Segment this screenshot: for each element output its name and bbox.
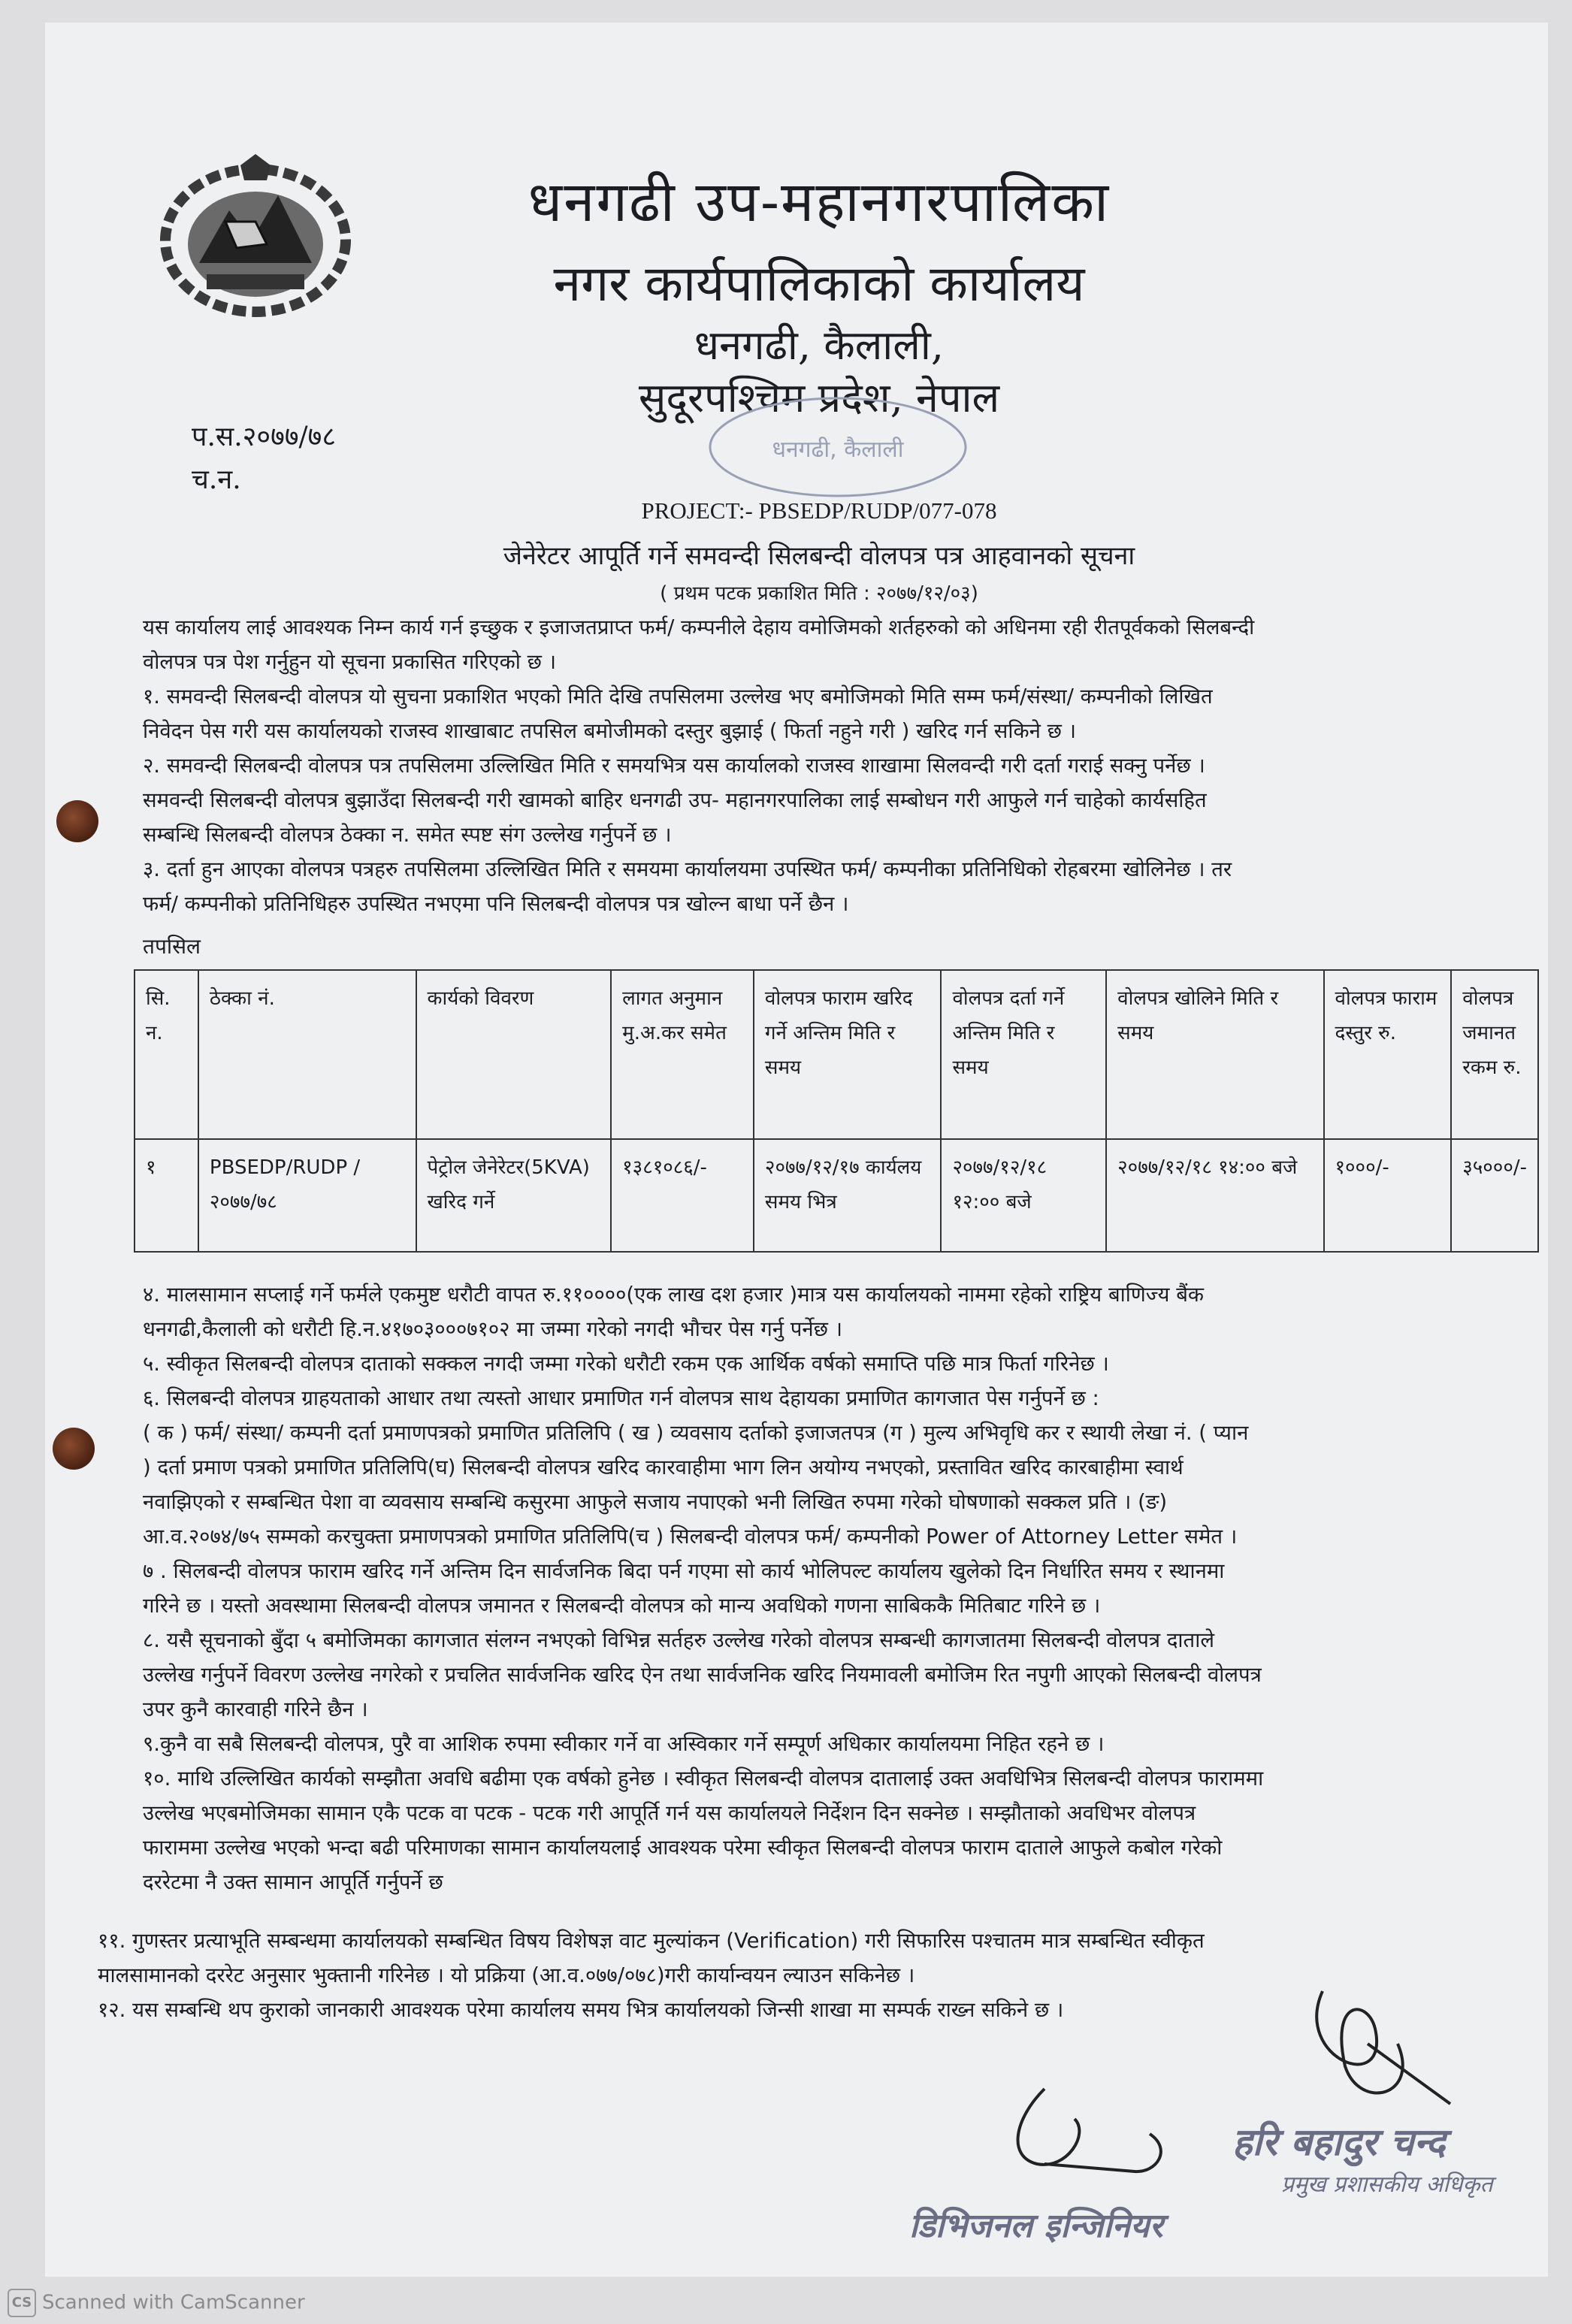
notice-line: गरिने छ । यस्तो अवस्थामा सिलबन्दी वोलपत्र जमानत र सिलबन्दी वोलपत्र को मान्य अवधिको गणना साबिककै मितिबाट गरिने छ । <box>143 1594 1101 1618</box>
punch-hole <box>56 800 98 842</box>
published-date: ( प्रथम पटक प्रकाशित मिति : २०७७/१२/०३) <box>660 582 978 605</box>
notice-line: दररेटमा नै उक्त सामान आपूर्ति गर्नुपर्ने छ <box>143 1870 443 1894</box>
officer-name: हरि बहादुर चन्द <box>1232 2120 1446 2164</box>
cell-registration-deadline: २०७७/१२/१८ १२:०० बजे <box>941 1139 1106 1252</box>
col-header: वोलपत्र दर्ता गर्ने अन्तिम मिति र समय <box>941 970 1106 1139</box>
cell-cost-estimate: १३८१०८६/- <box>611 1139 754 1252</box>
notice-line: फाराममा उल्लेख भएको भन्दा बढी परिमाणका सामान कार्यालयलाई आवश्यक परेमा स्वीकृत सिलबन्दी वोलपत्र फाराम दाताले आफुले कबोल गरेको <box>143 1836 1223 1860</box>
notice-line: उपर कुनै कारवाही गरिने छैन । <box>143 1697 368 1721</box>
notice-line: ६. सिलबन्दी वोलपत्र ग्राहयताको आधार तथा त्यस्तो आधार प्रमाणित गर्न वोलपत्र साथ देहायका प्रमाणित कागजात पेस गर्नुपर्ने छ : <box>143 1386 1099 1410</box>
notice-line: ( क ) फर्म/ संस्था/ कम्पनी दर्ता प्रमाणपत्रको प्रमाणित प्रतिलिपि ( ख ) व्यवसाय दर्ताको इजाजतपत्र (ग ) मुल्य अभिवृधि कर र स्थायी लेखा नं. ( प्यान <box>143 1421 1249 1445</box>
notice-line: आ.व.२०७४/७५ सम्मको करचुक्ता प्रमाणपत्रको प्रमाणित प्रतिलिपि(च ) सिलबन्दी वोलपत्र फर्म/ कम्पनीको Power of Attorney Letter समेत । <box>143 1525 1238 1549</box>
notice-line: ४. मालसामान सप्लाई गर्ने फर्मले एकमुष्ट धरौटी वापत रु.११००००(एक लाख दश हजार )मात्र यस कार्यालयको नाममा रहेको राष्ट्रिय बाणिज्य बैंक <box>143 1283 1205 1307</box>
cell-serial: १ <box>135 1139 198 1252</box>
municipality-name: धनगढी उप-महानगरपालिका <box>528 170 1111 234</box>
col-header: ठेक्का नं. <box>198 970 416 1139</box>
notice-body-end <box>98 1924 1450 2027</box>
notice-line: यस कार्यालय लाई आवश्यक निम्न कार्य गर्न इच्छुक र इजाजतप्राप्त फर्म/ कम्पनीले देहाय वमोजिमको शर्तहरुको को अधिनमा रही रीतपूर्वकको सिलबन्दी <box>143 615 1255 639</box>
notice-line: ७ . सिलबन्दी वोलपत्र फाराम खरिद गर्ने अन्तिम दिन सार्वजनिक बिदा पर्न गएमा सो कार्य भोलिपल्ट कार्यालय खुलेको दिन निर्धारित समय र स्थानमा <box>143 1559 1225 1583</box>
col-header: वोलपत्र फाराम खरिद गर्ने अन्तिम मिति र समय <box>754 970 942 1139</box>
scanner-footer <box>8 2289 305 2317</box>
col-header: सि. न. <box>135 970 198 1139</box>
scanner-footer-text: Scanned with CamScanner <box>42 2291 305 2314</box>
notice-line: समवन्दी सिलबन्दी वोलपत्र बुझाउँदा सिलबन्दी गरी खामको बाहिर धनगढी उप- महानगरपालिका लाई सम्बोधन गरी आफुले गर्न चाहेको कार्यसहित <box>143 788 1207 812</box>
col-header: वोलपत्र फाराम दस्तुर रु. <box>1324 970 1452 1139</box>
notice-line: नवाझिएको र सम्बन्धित पेशा वा व्यवसाय सम्बन्धि कसुरमा आफुले सजाय नपाएको भनी लिखित रुपमा गरेको घोषणाको सक्कल प्रति । (ङ) <box>143 1490 1168 1514</box>
notice-line: उल्लेख गर्नुपर्ने विवरण उल्लेख नगरेको र प्रचलित सार्वजनिक खरिद ऐन तथा सार्वजनिक खरिद नियमावली बमोजिम रित नपुगी आएको सिलबन्दी वोलपत्र <box>143 1663 1262 1687</box>
cell-description: पेट्रोल जेनेरेटर(5KVA) खरिद गर्ने <box>416 1139 612 1252</box>
notice-line: २. समवन्दी सिलबन्दी वोलपत्र पत्र तपसिलमा उल्लिखित मिति र समयभित्र यस कार्यालको राजस्व शाखामा सिलवन्दी गरी दर्ता गराई सक्नु पर्नेछ । <box>143 754 1205 778</box>
engineer-signature <box>999 2074 1195 2186</box>
office-name: नगर कार्यपालिकाको कार्यालय <box>553 255 1085 313</box>
notice-line: निवेदन पेस गरी यस कार्यालयको राजस्व शाखाबाट तपसिल बमोजीमको दस्तुर बुझाई ( फिर्ता नहुने गरी ) खरिद गर्न सकिने छ । <box>143 719 1077 743</box>
project-code: PROJECT:- PBSEDP/RUDP/077-078 <box>641 497 997 524</box>
stamp-text: धनगढी, कैलाली <box>772 437 904 463</box>
notice-line: सम्बन्धि सिलबन्दी वोलपत्र ठेक्का न. समेत स्पष्ट संग उल्लेख गर्नुपर्ने छ । <box>143 823 672 847</box>
notice-line: मालसामानको दररेट अनुसार भुक्तानी गरिनेछ । यो प्रक्रिया (आ.व.०७७/०७८)गरी कार्यान्वयन ल्याउन सकिनेछ । <box>98 1963 915 1987</box>
notice-line: ११. गुणस्तर प्रत्याभूति सम्बन्धमा कार्यालयको सम्बन्धित विषय विशेषज्ञ वाट मुल्यांकन (Verification) गरी सिफारिस पश्चातम मात्र सम्बन्धित स्वीकृत <box>98 1929 1205 1953</box>
table-row <box>135 1139 1538 1252</box>
nepal-emblem-icon <box>147 150 364 323</box>
notice-line: फर्म/ कम्पनीको प्रतिनिधिहरु उपस्थित नभएमा पनि सिलबन्दी वोलपत्र पत्र खोल्न बाधा पर्ने छैन । <box>143 892 849 916</box>
cell-form-purchase-deadline: २०७७/१२/१७ कार्यलय समय भित्र <box>754 1139 942 1252</box>
col-header: कार्यको विवरण <box>416 970 612 1139</box>
notice-line: ८. यसै सूचनाको बुँदा ५ बमोजिमका कागजात संलग्न नभएको विभिन्न सर्तहरु उल्लेख गरेको वोलपत्र सम्बन्धी कागजातमा सिलबन्दी वोलपत्र दाताले <box>143 1628 1214 1652</box>
notice-line: १०. माथि उल्लिखित कार्यको सम्झौता अवधि बढीमा एक वर्षको हुनेछ । स्वीकृत सिलबन्दी वोलपत्र दातालाई उक्त अवधिभित्र सिलबन्दी वोलपत्र फाराममा <box>143 1766 1264 1791</box>
notice-body-bottom <box>143 1277 1495 1899</box>
notice-line: ३. दर्ता हुन आएका वोलपत्र पत्रहरु तपसिलमा उल्लिखित मिति र समयमा कार्यालयमा उपस्थित फर्म/ कम्पनीका प्रतिनिधिको रोहबरमा खोलिनेछ । तर <box>143 857 1232 881</box>
cell-bid-security: ३५०००/- <box>1451 1139 1538 1252</box>
cell-form-fee: १०००/- <box>1324 1139 1452 1252</box>
bid-schedule-table <box>134 969 1539 1253</box>
notice-line: धनगढी,कैलाली को धरौटी हि.न.४१७०३०००७१०२ मा जम्मा गरेको नगदी भौचर पेस गर्नु पर्नेछ । <box>143 1317 843 1341</box>
col-header: वोलपत्र खोलिने मिति र समय <box>1106 970 1323 1139</box>
reference-cn: च.न. <box>192 464 241 495</box>
officer-title: प्रमुख प्रशासकीय अधिकृत <box>1281 2171 1493 2198</box>
officer-signature <box>1277 1969 1473 2134</box>
notice-body-top <box>143 610 1495 921</box>
office-stamp <box>699 391 977 503</box>
col-header: वोलपत्र जमानत रकम रु. <box>1451 970 1538 1139</box>
punch-hole <box>53 1428 95 1470</box>
notice-line: उल्लेख भएबमोजिमका सामान एकै पटक वा पटक - पटक गरी आपूर्ति गर्न यस कार्यालयले निर्देशन दिन सक्नेछ । सम्झौताको अवधिभर वोलपत्र <box>143 1801 1196 1825</box>
notice-line: १. समवन्दी सिलबन्दी वोलपत्र यो सुचना प्रकाशित भएको मिति देखि तपसिलमा उल्लेख भए बमोजिमको मिति सम्म फर्म/संस्था/ कम्पनीको लिखित <box>143 685 1213 709</box>
notice-line: १२. यस सम्बन्धि थप कुराको जानकारी आवश्यक परेमा कार्यालय समय भित्र कार्यालयको जिन्सी शाखा मा सम्पर्क राख्न सकिने छ । <box>98 1998 1064 2022</box>
table-header-row <box>135 970 1538 1139</box>
engineer-title: डिभिजनल इन्जिनियर <box>909 2207 1163 2245</box>
col-header: लागत अनुमान मु.अ.कर समेत <box>611 970 754 1139</box>
office-location: धनगढी, कैलाली, <box>694 322 945 369</box>
schedule-label: तपसिल <box>143 934 201 959</box>
notice-line: वोलपत्र पत्र पेश गर्नुहुन यो सूचना प्रकासित गरिएको छ । <box>143 650 557 674</box>
office-province: सुदूरपश्चिम प्रदेश, नेपाल <box>638 374 1000 422</box>
camscanner-icon: CS <box>8 2289 36 2317</box>
notice-line: ९.कुनै वा सबै सिलबन्दी वोलपत्र, पुरै वा आशिक रुपमा स्वीकार गर्ने वा अस्विकार गर्ने सम्पूर्ण अधिकार कार्यालयमा निहित रहने छ । <box>143 1732 1105 1756</box>
cell-contract-no: PBSEDP/RUDP /२०७७/७८ <box>198 1139 416 1252</box>
notice-title: जेनेरेटर आपूर्ति गर्ने समवन्दी सिलबन्दी वोलपत्र पत्र आहवानको सूचना <box>503 541 1135 571</box>
notice-line: ५. स्वीकृत सिलबन्दी वोलपत्र दाताको सक्कल नगदी जम्मा गरेको धरौटी रकम एक आर्थिक वर्षको समाप्ति पछि मात्र फिर्ता गरिनेछ । <box>143 1352 1109 1376</box>
notice-line: ) दर्ता प्रमाण पत्रको प्रमाणित प्रतिलिपि(घ) सिलबन्दी वोलपत्र खरिद कारवाहीमा भाग लिन अयोग्य नभएको, प्रस्तावित खरिद कारबाहीमा स्वार्थ <box>143 1455 1184 1479</box>
reference-ps: प.स.२०७७/७८ <box>192 422 337 452</box>
cell-opening-date: २०७७/१२/१८ १४:०० बजे <box>1106 1139 1323 1252</box>
